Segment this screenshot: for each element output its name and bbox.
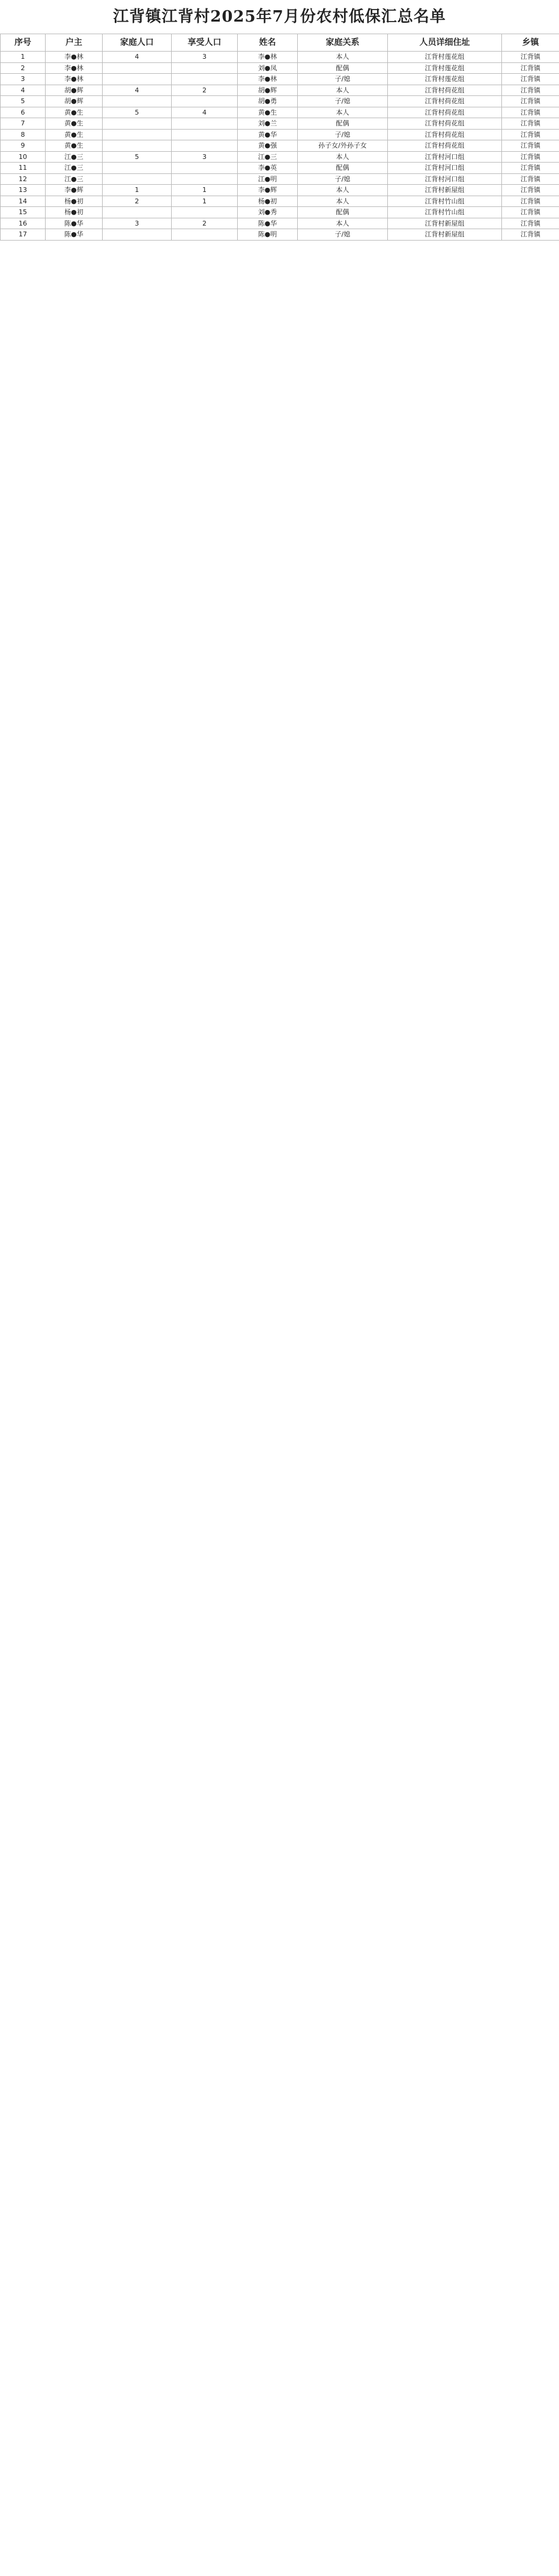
cell-householder: 杨●初: [46, 207, 103, 218]
cell-name: 李●英: [238, 163, 298, 174]
cell-address: 江背村河口组: [388, 163, 502, 174]
cell-family-size: [103, 62, 172, 74]
cell-town: 江背镇: [502, 52, 559, 63]
cell-address: 江背村竹山组: [388, 207, 502, 218]
cell-householder: 陈●华: [46, 229, 103, 241]
table-row: [1, 85, 559, 96]
cell-relation: 孙子女/外孙子女: [298, 140, 388, 152]
cell-town: 江背镇: [502, 85, 559, 96]
cell-householder: 黄●生: [46, 118, 103, 130]
header-town: 乡镇: [502, 34, 559, 52]
table-row: [1, 163, 559, 174]
cell-benefit-count: [172, 229, 238, 241]
cell-name: 胡●勇: [238, 96, 298, 107]
cell-relation: 本人: [298, 52, 388, 63]
cell-town: 江背镇: [502, 218, 559, 229]
header-seq: 序号: [1, 34, 46, 52]
table-row: [1, 218, 559, 229]
cell-town: 江背镇: [502, 173, 559, 185]
cell-address: 江背村新屋组: [388, 229, 502, 241]
cell-name: 刘●兰: [238, 118, 298, 130]
cell-town: 江背镇: [502, 62, 559, 74]
cell-name: 陈●华: [238, 218, 298, 229]
table-row: [1, 196, 559, 207]
cell-householder: 江●三: [46, 173, 103, 185]
cell-benefit-count: [172, 140, 238, 152]
cell-family-size: [103, 229, 172, 241]
cell-householder: 杨●初: [46, 196, 103, 207]
cell-name: 陈●明: [238, 229, 298, 241]
cell-address: 江背村新屋组: [388, 185, 502, 196]
cell-address: 江背村莲花组: [388, 52, 502, 63]
cell-address: 江背村荷花组: [388, 96, 502, 107]
cell-family-size: [103, 118, 172, 130]
cell-seq: 3: [1, 74, 46, 85]
cell-householder: 黄●生: [46, 140, 103, 152]
cell-town: 江背镇: [502, 229, 559, 241]
cell-relation: 子/媳: [298, 96, 388, 107]
cell-relation: 本人: [298, 196, 388, 207]
cell-householder: 江●三: [46, 151, 103, 163]
cell-name: 刘●秀: [238, 207, 298, 218]
cell-family-size: 1: [103, 185, 172, 196]
cell-benefit-count: [172, 62, 238, 74]
cell-family-size: [103, 173, 172, 185]
table-row: [1, 129, 559, 140]
cell-town: 江背镇: [502, 129, 559, 140]
cell-name: 江●三: [238, 151, 298, 163]
roster-table: [0, 34, 559, 241]
cell-family-size: [103, 129, 172, 140]
table-row: [1, 229, 559, 241]
cell-relation: 配偶: [298, 118, 388, 130]
cell-name: 江●明: [238, 173, 298, 185]
cell-benefit-count: [172, 173, 238, 185]
cell-name: 黄●华: [238, 129, 298, 140]
cell-address: 江背村荷花组: [388, 140, 502, 152]
table-row: [1, 118, 559, 130]
cell-address: 江背村莲花组: [388, 62, 502, 74]
cell-seq: 7: [1, 118, 46, 130]
cell-householder: 陈●华: [46, 218, 103, 229]
cell-family-size: 5: [103, 151, 172, 163]
cell-seq: 8: [1, 129, 46, 140]
cell-seq: 11: [1, 163, 46, 174]
cell-relation: 配偶: [298, 62, 388, 74]
cell-town: 江背镇: [502, 140, 559, 152]
cell-name: 杨●初: [238, 196, 298, 207]
cell-householder: 江●三: [46, 163, 103, 174]
cell-seq: 13: [1, 185, 46, 196]
table-row: [1, 173, 559, 185]
cell-town: 江背镇: [502, 74, 559, 85]
cell-seq: 12: [1, 173, 46, 185]
cell-name: 李●林: [238, 74, 298, 85]
cell-householder: 李●林: [46, 52, 103, 63]
cell-relation: 本人: [298, 107, 388, 118]
cell-family-size: [103, 207, 172, 218]
cell-benefit-count: [172, 74, 238, 85]
cell-seq: 16: [1, 218, 46, 229]
cell-relation: 本人: [298, 151, 388, 163]
cell-benefit-count: 4: [172, 107, 238, 118]
cell-name: 李●林: [238, 52, 298, 63]
cell-address: 江背村竹山组: [388, 196, 502, 207]
cell-name: 黄●强: [238, 140, 298, 152]
cell-relation: 配偶: [298, 163, 388, 174]
cell-benefit-count: [172, 129, 238, 140]
table-row: [1, 207, 559, 218]
cell-name: 胡●辉: [238, 85, 298, 96]
cell-town: 江背镇: [502, 107, 559, 118]
cell-town: 江背镇: [502, 163, 559, 174]
cell-seq: 17: [1, 229, 46, 241]
cell-relation: 子/媳: [298, 129, 388, 140]
table-row: [1, 96, 559, 107]
cell-benefit-count: [172, 163, 238, 174]
cell-seq: 5: [1, 96, 46, 107]
cell-address: 江背村荷花组: [388, 129, 502, 140]
cell-benefit-count: 1: [172, 185, 238, 196]
cell-seq: 2: [1, 62, 46, 74]
table-row: [1, 74, 559, 85]
cell-benefit-count: 2: [172, 218, 238, 229]
cell-householder: 胡●辉: [46, 85, 103, 96]
header-address: 人员详细住址: [388, 34, 502, 52]
cell-benefit-count: 2: [172, 85, 238, 96]
cell-seq: 15: [1, 207, 46, 218]
cell-address: 江背村新屋组: [388, 218, 502, 229]
cell-town: 江背镇: [502, 207, 559, 218]
cell-family-size: 4: [103, 52, 172, 63]
cell-householder: 李●林: [46, 62, 103, 74]
cell-town: 江背镇: [502, 196, 559, 207]
cell-seq: 9: [1, 140, 46, 152]
header-relation: 家庭关系: [298, 34, 388, 52]
cell-family-size: 2: [103, 196, 172, 207]
cell-address: 江背村河口组: [388, 151, 502, 163]
header-benefit-count: 享受人口: [172, 34, 238, 52]
table-row: [1, 140, 559, 152]
cell-seq: 14: [1, 196, 46, 207]
cell-town: 江背镇: [502, 96, 559, 107]
cell-family-size: [103, 140, 172, 152]
cell-relation: 配偶: [298, 207, 388, 218]
cell-family-size: [103, 74, 172, 85]
cell-seq: 6: [1, 107, 46, 118]
cell-benefit-count: 3: [172, 52, 238, 63]
cell-benefit-count: 1: [172, 196, 238, 207]
table-header-row: [1, 34, 559, 52]
cell-address: 江背村荷花组: [388, 85, 502, 96]
table-row: [1, 107, 559, 118]
cell-address: 江背村莲花组: [388, 74, 502, 85]
cell-relation: 本人: [298, 85, 388, 96]
page-title: 江背镇江背村2025年7月份农村低保汇总名单: [113, 8, 446, 26]
cell-householder: 黄●生: [46, 129, 103, 140]
cell-seq: 1: [1, 52, 46, 63]
cell-name: 黄●生: [238, 107, 298, 118]
table-row: [1, 52, 559, 63]
cell-family-size: 5: [103, 107, 172, 118]
cell-address: 江背村河口组: [388, 173, 502, 185]
header-householder: 户主: [46, 34, 103, 52]
cell-relation: 本人: [298, 218, 388, 229]
cell-seq: 10: [1, 151, 46, 163]
cell-relation: 子/媳: [298, 74, 388, 85]
cell-householder: 胡●辉: [46, 96, 103, 107]
cell-name: 李●辉: [238, 185, 298, 196]
cell-relation: 子/媳: [298, 173, 388, 185]
cell-relation: 子/媳: [298, 229, 388, 241]
cell-town: 江背镇: [502, 151, 559, 163]
cell-family-size: 4: [103, 85, 172, 96]
cell-benefit-count: [172, 96, 238, 107]
cell-seq: 4: [1, 85, 46, 96]
table-row: [1, 185, 559, 196]
cell-relation: 本人: [298, 185, 388, 196]
cell-town: 江背镇: [502, 118, 559, 130]
cell-address: 江背村荷花组: [388, 107, 502, 118]
cell-town: 江背镇: [502, 185, 559, 196]
cell-benefit-count: [172, 118, 238, 130]
header-name: 姓名: [238, 34, 298, 52]
cell-householder: 李●林: [46, 74, 103, 85]
header-family-size: 家庭人口: [103, 34, 172, 52]
cell-family-size: [103, 163, 172, 174]
cell-family-size: [103, 96, 172, 107]
cell-family-size: 3: [103, 218, 172, 229]
cell-benefit-count: [172, 207, 238, 218]
cell-benefit-count: 3: [172, 151, 238, 163]
table-row: [1, 151, 559, 163]
cell-address: 江背村荷花组: [388, 118, 502, 130]
cell-householder: 李●辉: [46, 185, 103, 196]
cell-householder: 黄●生: [46, 107, 103, 118]
cell-name: 刘●凤: [238, 62, 298, 74]
table-row: [1, 62, 559, 74]
